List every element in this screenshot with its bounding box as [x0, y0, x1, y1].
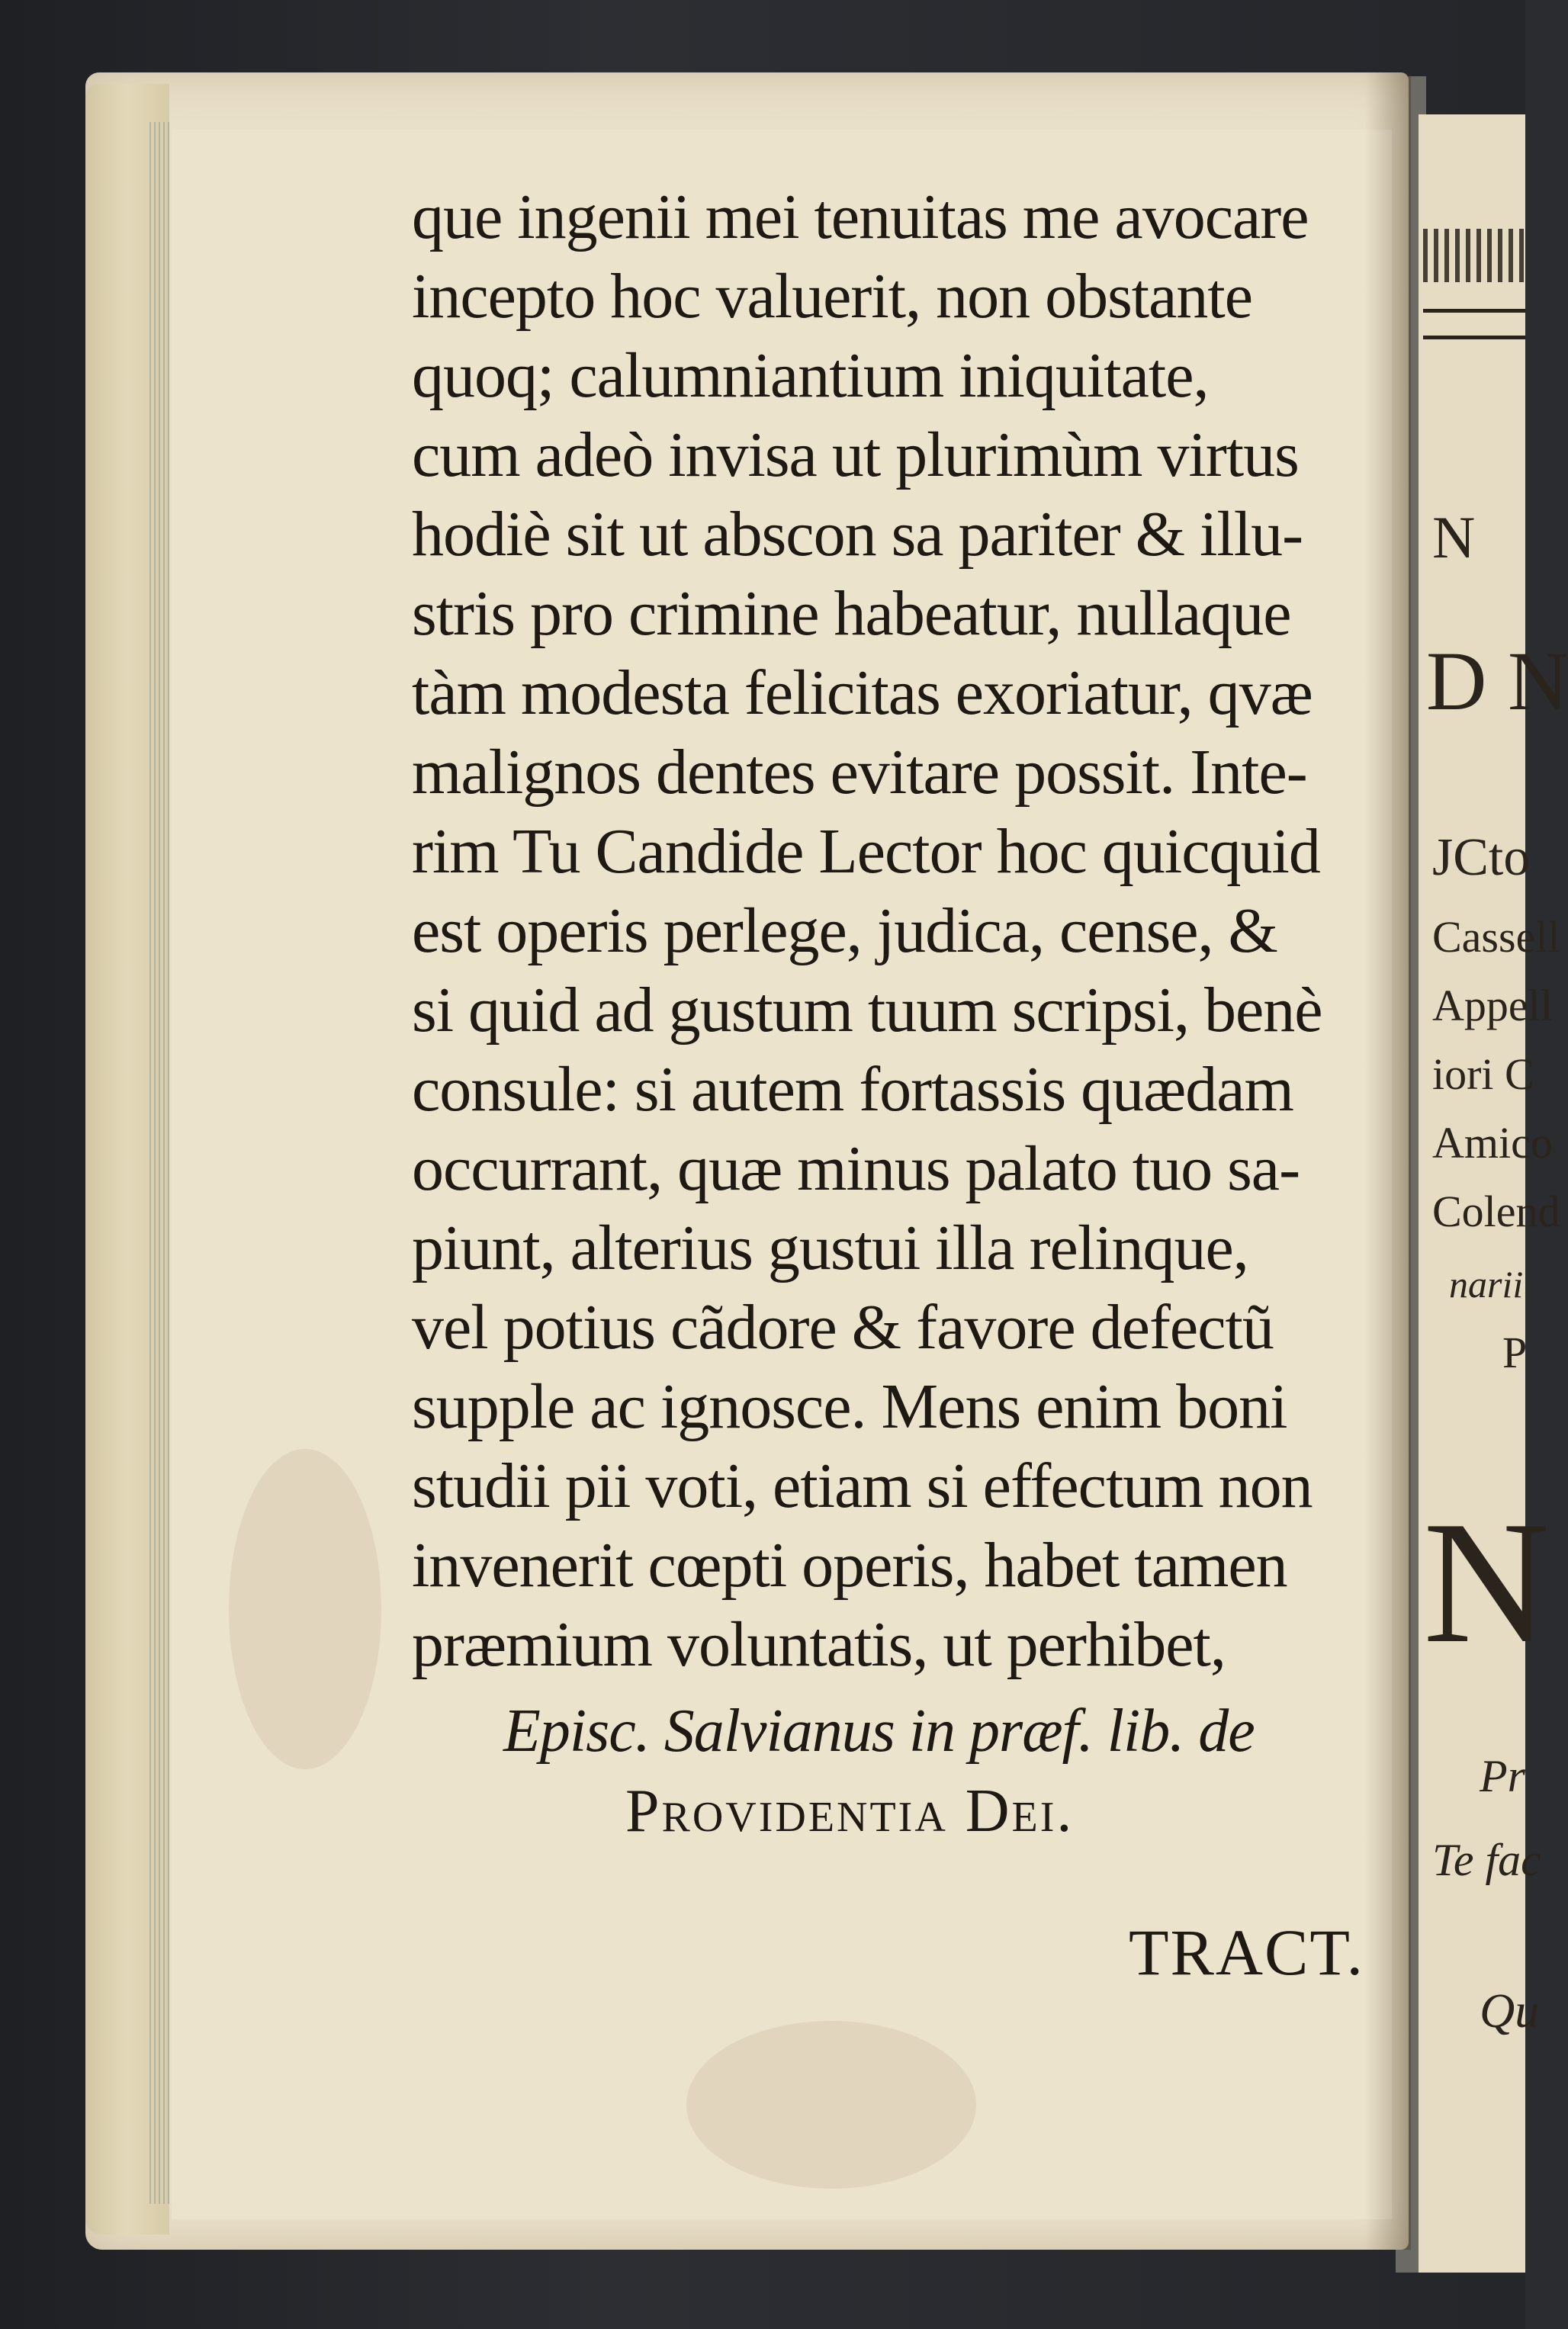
- right-fragment: Qu: [1480, 1984, 1540, 2038]
- text-line: rim Tu Candide Lector hoc quicquid: [412, 816, 1320, 887]
- text-line: supple ac ignosce. Mens enim boni: [412, 1371, 1287, 1442]
- citation-line: Providentia Dei.: [625, 1778, 1075, 1845]
- right-fragment: narii: [1449, 1263, 1524, 1306]
- paper-stain: [686, 2021, 976, 2189]
- text-line: est operis perlege, judica, cense, &: [412, 895, 1277, 966]
- right-fragment: iori C: [1432, 1049, 1534, 1099]
- right-fragment: Colend: [1432, 1187, 1560, 1236]
- right-fragment: P: [1502, 1328, 1528, 1377]
- right-fragment: Te fac: [1432, 1835, 1541, 1885]
- right-fragment: JCto: [1432, 828, 1531, 887]
- text-line: consule: si autem fortassis quædam: [412, 1054, 1293, 1125]
- right-fragment: Appell: [1432, 981, 1553, 1030]
- text-line: tàm modesta felicitas exoriatur, qvæ: [412, 657, 1313, 728]
- page-stack-lines: [149, 122, 169, 2204]
- right-fragment: Pr: [1480, 1751, 1525, 1801]
- text-line: quoq; calumniantium iniquitate,: [412, 340, 1209, 411]
- right-fragment: Cassell: [1432, 912, 1560, 962]
- spine-shadow: [1365, 72, 1411, 2250]
- citation-line: Episc. Salvianus in præf. lib. de: [503, 1698, 1255, 1765]
- text-line: que ingenii mei tenuitas me avocare: [412, 182, 1309, 252]
- text-line: vel potius cãdore & favore defectũ: [412, 1292, 1274, 1363]
- text-line: occurrant, quæ minus palato tuo sa-: [412, 1133, 1300, 1204]
- right-page: [1419, 114, 1568, 2273]
- text-line: malignos dentes evitare possit. Inte-: [412, 737, 1307, 808]
- text-line: stris pro crimine habeatur, nullaque: [412, 578, 1291, 649]
- right-fragment: D N: [1426, 634, 1568, 728]
- text-line: si quid ad gustum tuum scripsi, benè: [412, 975, 1322, 1046]
- text-line: incepto hoc valuerit, non obstante: [412, 261, 1253, 332]
- right-fragment: Amico: [1432, 1118, 1553, 1168]
- text-line: cum adeò invisa ut plurimùm virtus: [412, 419, 1299, 490]
- text-line: piunt, alterius gustui illa relinque,: [412, 1213, 1248, 1283]
- text-line: præmium voluntatis, ut perhibet,: [412, 1609, 1226, 1680]
- text-line: hodiè sit ut abscon sa pariter & illu-: [412, 499, 1303, 570]
- right-ornament-rule: [1423, 309, 1525, 339]
- right-fragment: N: [1423, 1485, 1550, 1679]
- right-ornament-band: [1423, 229, 1525, 282]
- text-line: invenerit cœpti operis, habet tamen: [412, 1530, 1287, 1601]
- text-line: studii pii voti, etiam si effectum non: [412, 1450, 1313, 1521]
- paper-stain: [229, 1449, 381, 1769]
- right-fragment: N: [1432, 504, 1476, 570]
- catchword: TRACT.: [1129, 1916, 1365, 1989]
